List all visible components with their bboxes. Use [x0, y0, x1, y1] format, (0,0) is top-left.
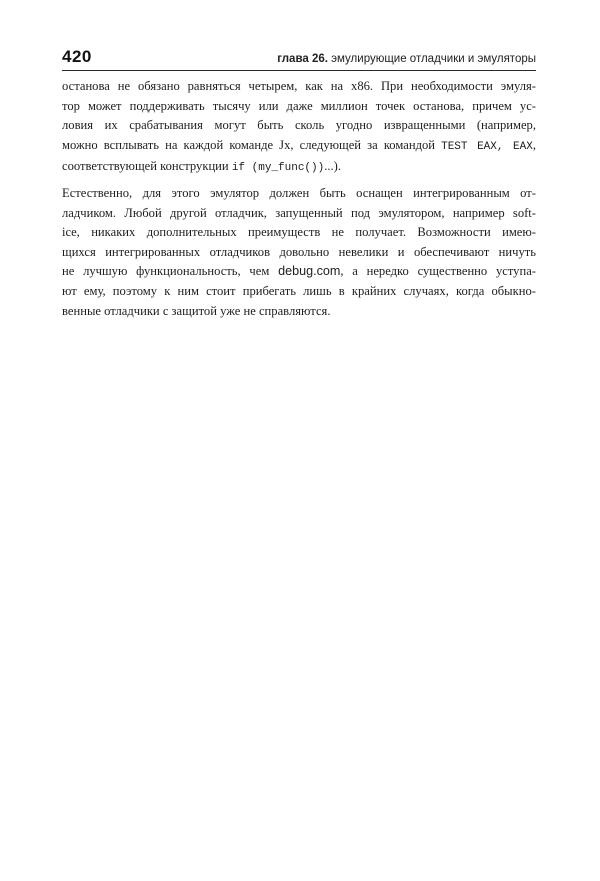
text-run: , [532, 137, 536, 152]
text-run: останова не обязано равняться четырем, как на x86. При необходимости эмуля- [62, 79, 536, 93]
chapter-title: эмулирующие отладчики и эмуляторы [331, 53, 536, 65]
text-line [62, 97, 536, 117]
body-text [62, 77, 536, 321]
text-line [62, 223, 536, 243]
text-run: ice, никаких дополнительных преимуществ не получает. Возможности имею- [62, 225, 536, 240]
text-run: , а нередко существенно уступа- [340, 264, 536, 279]
text-line [62, 262, 536, 282]
paragraph [62, 184, 536, 321]
text-run: соответствующей конструкции [62, 159, 232, 174]
text-run: ладчиком. Любой другой отладчик, запущенный под эмулятором, например soft- [62, 205, 536, 220]
page-number: 420 [62, 47, 92, 66]
text-run: не лучшую функциональность, чем [62, 264, 279, 279]
chapter-heading [277, 53, 536, 65]
code-fragment: TEST EAX, EAX [441, 140, 533, 153]
text-run: ют ему, поэтому к ним стоит прибегать лишь в крайних случаях, когда обыкно- [62, 283, 536, 298]
text-line [62, 243, 536, 263]
text-line [62, 157, 536, 179]
text-run: ...). [324, 159, 342, 174]
text-line [62, 302, 536, 322]
paragraph [62, 77, 536, 179]
text-line [62, 204, 536, 224]
text-line [62, 77, 536, 97]
text-line [62, 282, 536, 302]
running-header [62, 46, 536, 71]
text-run: Естественно, для этого эмулятор должен быть оснащен интегрированным от- [62, 185, 536, 200]
text-line [62, 116, 536, 136]
text-run: можно всплывать на каждой команде Jx, следующей за командой [62, 137, 442, 152]
text-line [62, 136, 536, 158]
text-run: щихся интегрированных отладчиков довольно невелики и обеспечивают ничуть [62, 244, 536, 259]
text-run: венные отладчики с защитой уже не справляются. [62, 303, 331, 318]
text-run: ловия их срабатывания могут быть сколь угодно извращенными (например, [62, 118, 536, 133]
chapter-label: глава 26. [277, 53, 328, 65]
code-fragment: if (my_func()) [231, 162, 325, 175]
text-run: debug.com [278, 264, 341, 279]
text-line [62, 184, 536, 204]
text-run: тор может поддерживать тысячу или даже миллион точек останова, причем ус- [62, 98, 536, 113]
